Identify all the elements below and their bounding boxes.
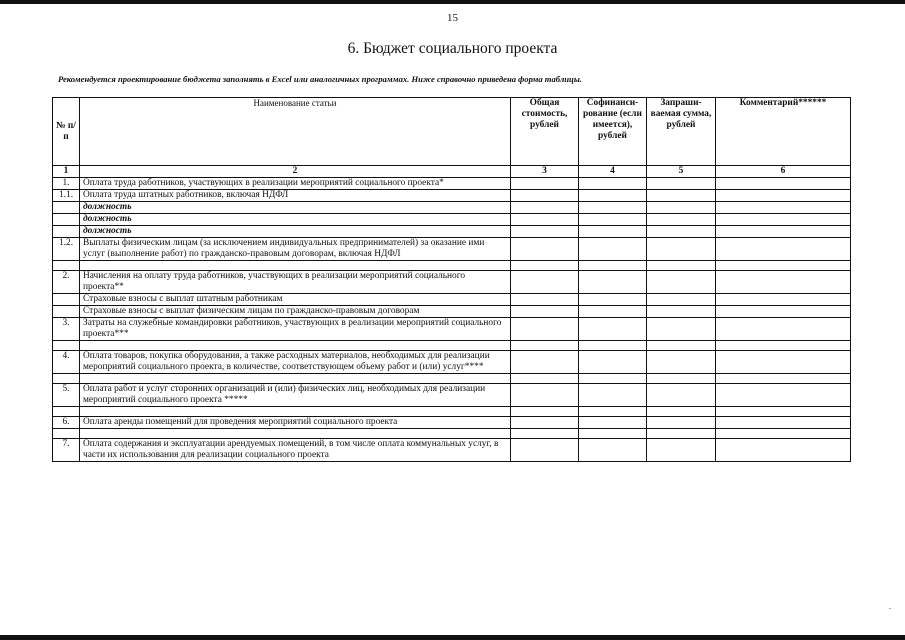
requested-cell[interactable] [647,306,716,318]
total-cell[interactable] [511,202,579,214]
comment-cell[interactable] [716,417,851,429]
comment-cell[interactable] [716,318,851,341]
row-name: Оплата товаров, покупка оборудования, а также расходных материалов, необходимых для реализации мероприятий социального проекта, в количестве, соответствующем объему работ и (или) услуг**** [80,351,511,374]
total-cell[interactable] [511,226,579,238]
row-num: 1. [53,178,80,190]
row-name: Оплата содержания и эксплуатации арендуемых помещений, в том числе оплата коммунальных услуг, в части их использования для реализации социального проекта [80,439,511,462]
column-index-row [53,166,851,178]
comment-cell[interactable] [716,439,851,462]
col-index: 3 [511,166,579,178]
row-name: Страховые взносы с выплат штатным работникам [80,294,511,306]
requested-cell[interactable] [647,271,716,294]
budget-table [52,97,851,462]
requested-cell[interactable] [647,214,716,226]
row-num: 1.1. [53,190,80,202]
header-total: Общая стоимость, рублей [511,98,579,166]
row-name: Начисления на оплату труда работников, участвующих в реализации мероприятий социального проекта** [80,271,511,294]
table-row [53,202,851,214]
row-num [53,306,80,318]
blank-row [53,407,851,417]
total-cell[interactable] [511,238,579,261]
total-cell[interactable] [511,306,579,318]
requested-cell[interactable] [647,238,716,261]
row-name: должность [80,214,511,226]
total-cell[interactable] [511,417,579,429]
table-row [53,238,851,261]
row-name: должность [80,202,511,214]
table-row [53,384,851,407]
row-num: 3. [53,318,80,341]
row-num: 1.2. [53,238,80,261]
table-row [53,439,851,462]
total-cell[interactable] [511,384,579,407]
row-name: Выплаты физическим лицам (за исключением индивидуальных предпринимателей) за оказание ими услуг (выполнение работ) по гражданско-правовым договорам, включая НДФЛ [80,238,511,261]
col-index: 5 [647,166,716,178]
row-num: 5. [53,384,80,407]
row-num [53,226,80,238]
row-name: Страховые взносы с выплат физическим лицам по гражданско-правовым договорам [80,306,511,318]
table-row [53,351,851,374]
cofinancing-cell[interactable] [579,178,647,190]
table-row [53,178,851,190]
row-num [53,294,80,306]
comment-cell[interactable] [716,384,851,407]
requested-cell[interactable] [647,226,716,238]
total-cell[interactable] [511,318,579,341]
comment-cell[interactable] [716,190,851,202]
cofinancing-cell[interactable] [579,271,647,294]
col-index: 6 [716,166,851,178]
row-num: 4. [53,351,80,374]
table-row [53,226,851,238]
requested-cell[interactable] [647,351,716,374]
header-num: № п/п [53,98,80,166]
cofinancing-cell[interactable] [579,351,647,374]
table-row [53,306,851,318]
cofinancing-cell[interactable] [579,384,647,407]
table-row [53,214,851,226]
scan-speck: . [889,602,891,611]
table-row [53,271,851,294]
cofinancing-cell[interactable] [579,294,647,306]
cofinancing-cell[interactable] [579,439,647,462]
cofinancing-cell[interactable] [579,226,647,238]
cofinancing-cell[interactable] [579,214,647,226]
requested-cell[interactable] [647,190,716,202]
requested-cell[interactable] [647,294,716,306]
comment-cell[interactable] [716,294,851,306]
page-number: 15 [447,12,458,24]
comment-cell[interactable] [716,238,851,261]
row-num [53,202,80,214]
header-comment: Комментарий****** [716,98,851,166]
table-row [53,318,851,341]
page-title: 6. Бюджет социального проекта [347,40,558,57]
header-requested: Запраши-ваемая сумма, рублей [647,98,716,166]
col-index: 2 [80,166,511,178]
bottom-border [0,635,905,640]
comment-cell[interactable] [716,271,851,294]
total-cell[interactable] [511,214,579,226]
requested-cell[interactable] [647,318,716,341]
row-name: Оплата труда работников, участвующих в реализации мероприятий социального проекта* [80,178,511,190]
total-cell[interactable] [511,294,579,306]
header-row [53,98,851,166]
comment-cell[interactable] [716,226,851,238]
comment-cell[interactable] [716,178,851,190]
cofinancing-cell[interactable] [579,238,647,261]
total-cell[interactable] [511,178,579,190]
requested-cell[interactable] [647,178,716,190]
table-row [53,294,851,306]
cofinancing-cell[interactable] [579,202,647,214]
header-name: Наименование статьи [80,98,511,166]
comment-cell[interactable] [716,202,851,214]
row-name: Оплата аренды помещений для проведения мероприятий социального проекта [80,417,511,429]
top-border [0,0,905,4]
cofinancing-cell[interactable] [579,306,647,318]
row-name: Оплата работ и услуг сторонних организаций и (или) физических лиц, необходимых для реализации мероприятий социального проекта ***** [80,384,511,407]
total-cell[interactable] [511,439,579,462]
total-cell[interactable] [511,190,579,202]
row-name: должность [80,226,511,238]
comment-cell[interactable] [716,214,851,226]
comment-cell[interactable] [716,306,851,318]
blank-row [53,374,851,384]
row-name: Затраты на служебные командировки работников, участвующих в реализации мероприятий социального проекта*** [80,318,511,341]
col-index: 1 [53,166,80,178]
requested-cell[interactable] [647,384,716,407]
row-num: 7. [53,439,80,462]
comment-cell[interactable] [716,351,851,374]
total-cell[interactable] [511,271,579,294]
row-name: Оплата труда штатных работников, включая НДФЛ [80,190,511,202]
table-row [53,190,851,202]
instruction-note: Рекомендуется проектирование бюджета заполнять в Excel или аналогичных программах. Ниже справочно приведена форма таблицы. [58,74,582,84]
blank-row [53,261,851,271]
header-cofinancing: Софинанси-рование (если имеется), рублей [579,98,647,166]
requested-cell[interactable] [647,439,716,462]
cofinancing-cell[interactable] [579,417,647,429]
total-cell[interactable] [511,351,579,374]
requested-cell[interactable] [647,417,716,429]
table-row [53,417,851,429]
col-index: 4 [579,166,647,178]
row-num: 6. [53,417,80,429]
row-num: 2. [53,271,80,294]
cofinancing-cell[interactable] [579,190,647,202]
requested-cell[interactable] [647,202,716,214]
cofinancing-cell[interactable] [579,318,647,341]
row-num [53,214,80,226]
blank-row [53,429,851,439]
blank-row [53,341,851,351]
